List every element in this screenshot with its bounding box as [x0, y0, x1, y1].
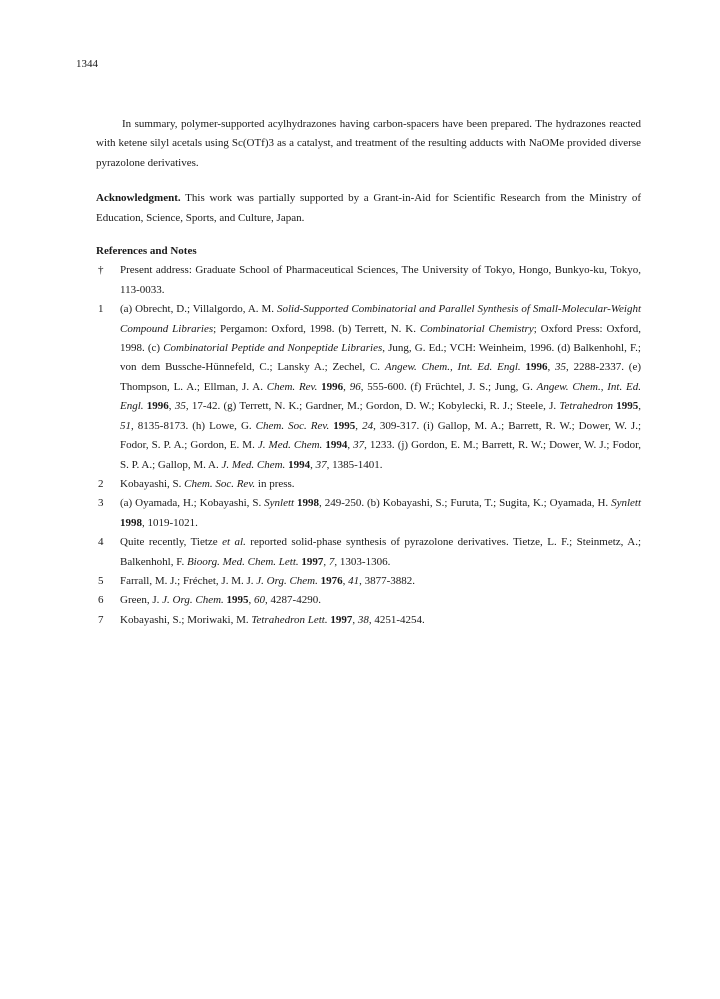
reference-number: 3 — [98, 497, 104, 510]
reference-segment: Kobayashi, S. — [120, 477, 185, 490]
reference-segment: 38 — [357, 613, 369, 626]
reference-number: 7 — [98, 613, 104, 626]
reference-segment: in press. — [255, 477, 295, 490]
reference-segment: , — [355, 419, 363, 432]
reference-segment: 35 — [174, 400, 186, 413]
reference-segment: Angew. Chem., Int. Ed. Engl. — [384, 361, 521, 374]
acknowledgment-paragraph — [96, 189, 641, 228]
reference-segment: ; Oxford Press: Oxford, 1998. (c) — [120, 322, 641, 355]
reference-segment: 1996 — [525, 361, 548, 374]
reference-number: 2 — [98, 477, 104, 490]
reference-segment: 1994 — [325, 439, 348, 452]
reference-segment: Combinatorial Peptide and Nonpeptide Libraries — [163, 342, 383, 355]
reference-segment: Bioorg. Med. Chem. Lett. — [186, 555, 299, 568]
reference-segment: , 309-317. (i) Gallop, M. A.; Barrett, R. W.; Dower, W. J.; Fodor, S. P. A.; Gordon, E. M. — [120, 419, 642, 452]
reference-segment: , — [343, 380, 350, 393]
reference-segment: , — [638, 400, 642, 413]
reference-number: 4 — [98, 536, 104, 549]
reference-item — [96, 572, 641, 591]
reference-segment: Tetrahedron Lett. — [251, 613, 328, 626]
reference-segment: Synlett — [264, 497, 295, 510]
reference-segment: , 4251-4254. — [368, 613, 425, 626]
reference-segment: 37 — [353, 439, 365, 452]
reference-segment: Solid-Supported Combinatorial and Parallel Synthesis of Small-Molecular-Weight Compound Libraries — [120, 303, 641, 335]
reference-number: † — [98, 264, 104, 277]
reference-item — [96, 475, 641, 494]
reference-segment: Chem. Soc. Rev. — [255, 419, 330, 432]
reference-segment: , 2288-2337. (e) Thompson, L. A.; Ellman, J. A. — [120, 361, 641, 393]
summary-paragraph: In summary, polymer-supported acylhydrazones having carbon-spacers have been prepared. The hydrazones reacted with ketene silyl acetals using Sc(OTf)3 as a catalyst, and treatment of the resulting adducts with NaOMe provided diverse pyrazolone derivatives. — [96, 118, 641, 169]
reference-segment: Green, J. — [120, 594, 163, 607]
reference-item — [96, 261, 641, 300]
reference-segment: , 1385-1401. — [326, 458, 383, 471]
reference-segment: , 1233. (j) Gordon, E. M.; Barrett, R. W.; Dower, W. J.; Fodor, S. P. A.; Gallop, M. A. — [120, 439, 642, 471]
reference-segment: Chem. Soc. Rev. — [184, 477, 256, 490]
reference-text — [120, 611, 641, 630]
reference-segment: , 555-600. (f) Früchtel, J. S.; Jung, G. — [360, 380, 537, 393]
reference-segment: , — [248, 594, 255, 607]
reference-segment: , — [342, 574, 349, 587]
reference-segment: , — [168, 400, 175, 413]
reference-item — [96, 611, 641, 630]
reference-segment: Synlett — [611, 497, 641, 510]
references-heading: References and Notes — [96, 245, 197, 258]
reference-segment: , 1019-1021. — [142, 516, 198, 529]
reference-segment: (a) Obrecht, D.; Villalgordo, A. M. — [120, 303, 277, 316]
reference-segment: Angew. Chem., Int. Ed. Engl. — [120, 380, 641, 413]
reference-segment: Chem. Rev. — [266, 380, 318, 393]
acknowledgment-text: This work was partially supported by a Grant-in-Aid for Scientific Research from the Ministry of Education, Science, Sports, and Culture, Japan. — [96, 192, 642, 224]
reference-item — [96, 300, 641, 475]
reference-segment: reported solid-phase synthesis of pyrazolone derivatives. Tietze, L. F.; Steinmetz, A.; Balkenhohl, F. — [120, 536, 641, 568]
reference-segment: 51 — [120, 419, 131, 432]
reference-item — [96, 533, 641, 572]
reference-segment: 1998 — [120, 516, 142, 529]
reference-segment: Quite recently, Tietze — [120, 536, 223, 549]
reference-segment: 1997 — [301, 555, 324, 568]
reference-segment: 24 — [362, 419, 374, 432]
reference-segment: 1995 — [226, 594, 249, 607]
reference-segment: , — [352, 613, 358, 626]
reference-segment: , 249-250. (b) Kobayashi, S.; Furuta, T.; Sugita, K.; Oyamada, H. — [319, 497, 612, 510]
reference-segment: Combinatorial Chemistry — [419, 322, 534, 335]
reference-segment: 1976 — [320, 574, 343, 587]
reference-text — [120, 475, 641, 494]
reference-segment: , — [323, 555, 329, 568]
reference-segment: (a) Oyamada, H.; Kobayashi, S. — [120, 497, 265, 510]
reference-segment: ; Pergamon: Oxford, 1998. (b) Terrett, N. K. — [213, 322, 420, 335]
reference-segment: 1995 — [333, 419, 356, 432]
reference-segment: , — [310, 458, 316, 471]
reference-segment: 7 — [328, 555, 335, 568]
reference-segment: , — [547, 361, 555, 374]
reference-segment: 1998 — [297, 497, 320, 510]
reference-segment: , 8135-8173. (h) Lowe, G. — [131, 419, 256, 432]
reference-item — [96, 591, 641, 610]
reference-number: 5 — [98, 574, 104, 587]
reference-segment: Farrall, M. J.; Fréchet, J. M. J. — [120, 574, 257, 587]
reference-text — [120, 300, 641, 475]
reference-segment: 96 — [349, 380, 361, 393]
reference-segment: 35 — [555, 361, 566, 374]
reference-segment: 1994 — [288, 458, 311, 471]
reference-segment: 1995 — [616, 400, 639, 413]
reference-segment: J. Med. Chem. — [257, 439, 323, 452]
reference-segment: 37 — [315, 458, 327, 471]
reference-segment: J. Org. Chem. — [162, 594, 224, 607]
reference-segment: J. Med. Chem. — [221, 458, 286, 471]
reference-text — [120, 533, 641, 572]
reference-segment: J. Org. Chem. — [256, 574, 318, 587]
reference-segment: Present address: Graduate School of Pharmaceutical Sciences, The University of Tokyo, Hongo, Bunkyo-ku, Tokyo, 113-0033. — [120, 264, 641, 296]
reference-text — [120, 572, 641, 591]
reference-segment: et al. — [222, 536, 246, 549]
reference-segment: , — [347, 439, 354, 452]
reference-number: 6 — [98, 594, 104, 607]
reference-segment: 60 — [254, 594, 266, 607]
reference-segment: , Jung, G. Ed.; VCH: Weinheim, 1996. (d) Balkenhohl, F.; von dem Bussche-Hünnefeld, C.; Lansky A.; Zechel, C. — [120, 342, 641, 374]
reference-text — [120, 261, 641, 300]
reference-segment: , 17-42. (g) Terrett, N. K.; Gardner, M.; Gordon, D. W.; Kobylecki, R. J.; Steele, J. — [185, 400, 560, 413]
reference-segment: , 3877-3882. — [359, 574, 416, 587]
reference-segment: 1997 — [330, 613, 353, 626]
reference-text — [120, 494, 641, 533]
reference-text — [120, 591, 641, 610]
page-number: 1344 — [76, 58, 98, 70]
reference-segment: 1996 — [321, 380, 344, 393]
reference-segment: Kobayashi, S.; Moriwaki, M. — [120, 613, 252, 626]
reference-number: 1 — [98, 303, 104, 316]
reference-segment: 41 — [348, 574, 360, 587]
reference-list — [96, 261, 641, 630]
reference-item — [96, 494, 641, 533]
reference-segment: , 1303-1306. — [334, 555, 391, 568]
reference-segment: Tetrahedron — [559, 400, 614, 413]
reference-segment: , 4287-4290. — [265, 594, 321, 607]
acknowledgment-heading: Acknowledgment. — [96, 192, 181, 205]
article-body — [96, 115, 641, 630]
reference-segment: 1996 — [146, 400, 169, 413]
